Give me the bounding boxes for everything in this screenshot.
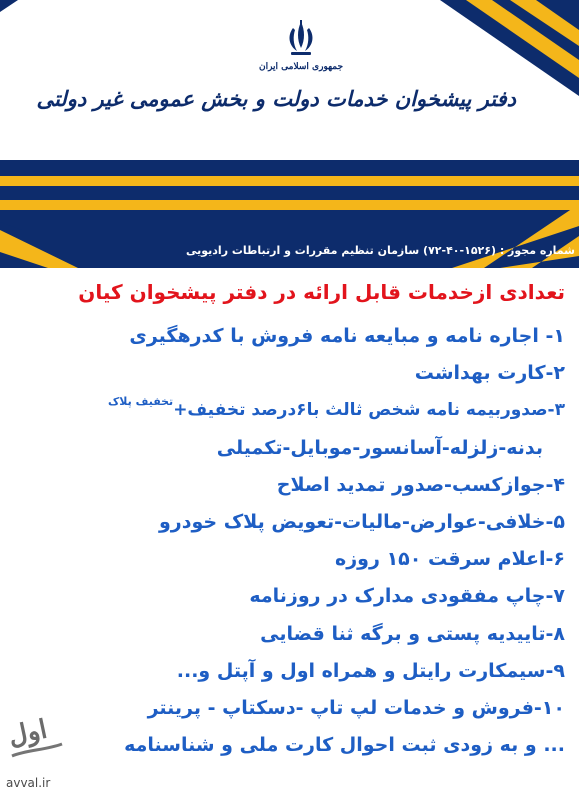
iran-emblem-icon bbox=[283, 18, 319, 58]
watermark-site: avval.ir bbox=[6, 776, 51, 790]
service-item-9: ۹-سیمکارت رایتل و همراه اول و آپتل و... bbox=[176, 659, 565, 682]
services-heading: تعدادی ازخدمات قابل ارائه در دفتر پیشخوان کیان bbox=[78, 280, 565, 304]
watermark-brand: اول bbox=[5, 714, 50, 752]
service-item-6: ۶-اعلام سرقت ۱۵۰ روزه bbox=[335, 548, 565, 571]
license-number-line: شماره مجوز : (۱۵۲۶-۴۰-۷۲) سازمان تنظیم مقررات و ارتباطات رادیویی bbox=[186, 244, 575, 257]
service-item-5: ۵-خلافی-عوارض-مالیات-تعویض پلاک خودرو bbox=[158, 510, 565, 533]
service-item-3 bbox=[5, 392, 565, 429]
service-item-10: ۱۰-فروش و خدمات لپ تاپ -دسکتاپ - پرینتر bbox=[147, 696, 565, 719]
service-item-2: ۲-کارت بهداشت bbox=[414, 362, 565, 385]
service-item-coming-soon: ... و به زودی ثبت احوال کارت ملی و شناسنامه bbox=[124, 734, 565, 757]
service-item-3-continued: بدنه-زلزله-آسانسور-موبایل-تکمیلی bbox=[216, 436, 543, 459]
service-item-3-note: تخفیف پلاک bbox=[108, 395, 174, 409]
service-item-1: ۱- اجاره نامه و مبایعه نامه فروش با کدرهگیری bbox=[129, 325, 565, 347]
services-list bbox=[5, 318, 565, 764]
service-item-7: ۷-چاپ مفقودی مدارک در روزنامه bbox=[249, 585, 565, 608]
service-item-4: ۴-جوازکسب-صدور تمدید اصلاح bbox=[276, 473, 565, 496]
service-item-3-text: ۳-صدوربیمه نامه شخص ثالث با۶درصد تخفیف+ bbox=[173, 400, 565, 421]
emblem-caption: جمهوری اسلامی ایران bbox=[258, 62, 344, 72]
services-section bbox=[0, 272, 579, 800]
header-banner bbox=[0, 0, 579, 268]
office-title: دفتر پیشخوان خدمات دولت و بخش عمومی غیر دولتی bbox=[36, 86, 516, 111]
service-item-8: ۸-تاییدیه پستی و برگه ثنا قضایی bbox=[260, 622, 565, 645]
